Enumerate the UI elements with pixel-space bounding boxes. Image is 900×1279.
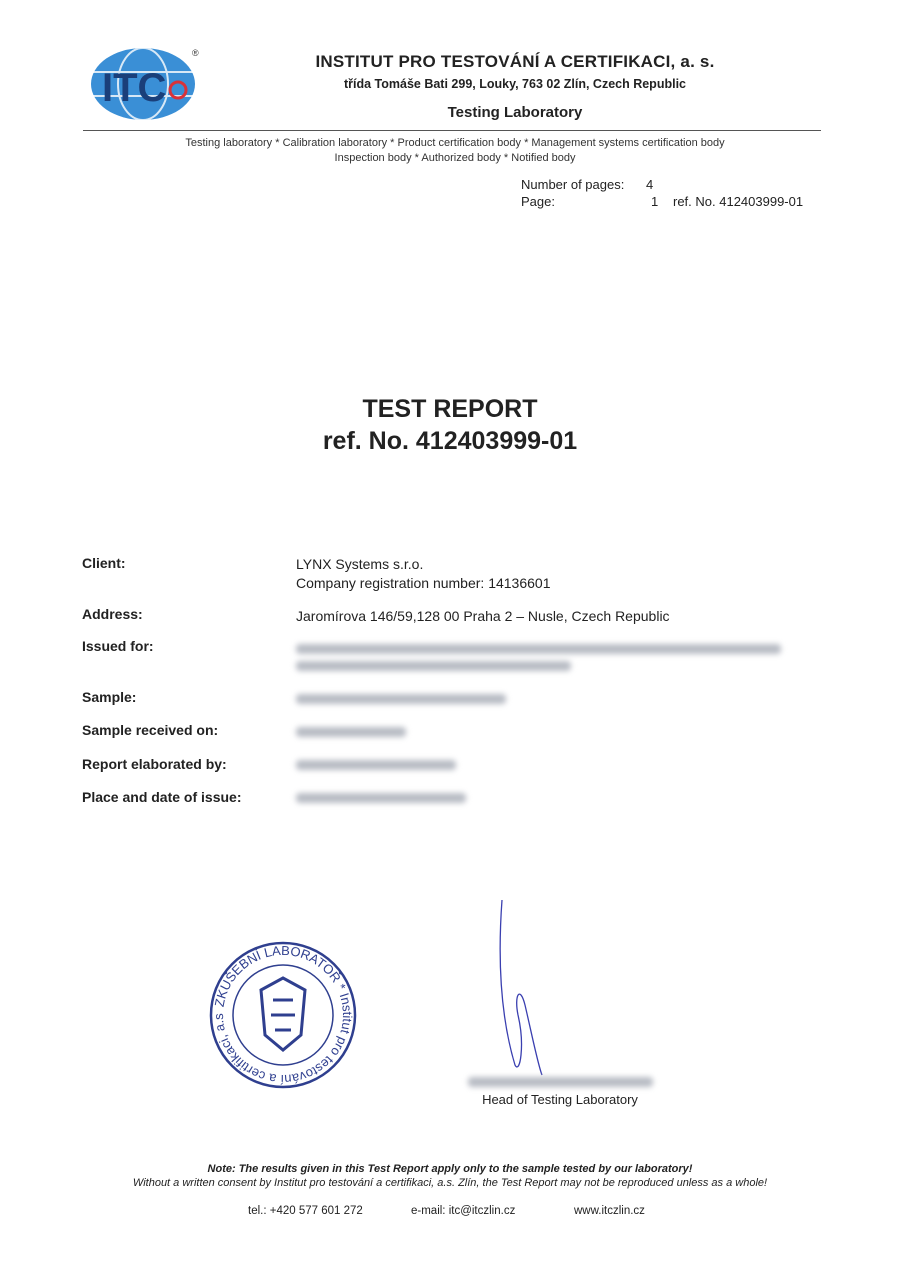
accreditation-list: [100, 136, 810, 166]
received-label: Sample received on:: [82, 722, 219, 738]
footer-note: [0, 1162, 900, 1190]
accreditation-line-1: Testing laboratory * Calibration laboratory * Product certification body * Management systems certification body: [185, 137, 725, 149]
client-name: LYNX Systems s.r.o.: [296, 556, 424, 572]
client-reg: Company registration number: 14136601: [296, 575, 551, 591]
redacted-elaborated: [296, 760, 456, 770]
laboratory-stamp: [203, 940, 363, 1090]
pages-value: 4: [646, 177, 654, 192]
page-info: [521, 176, 803, 210]
footer-email[interactable]: e-mail: itc@itczlin.cz: [411, 1205, 516, 1217]
sample-label: Sample:: [82, 689, 137, 705]
title-line-1: TEST REPORT: [362, 395, 538, 423]
itc-logo: [88, 46, 206, 122]
redacted-received: [296, 727, 406, 737]
consent-line: Without a written consent by Institut pro testování a certifikaci, a.s. Zlín, the Test Report may not be reproduced unless as a whole!: [132, 1177, 768, 1189]
elaborated-label: Report elaborated by:: [82, 756, 227, 772]
signatory-role: Head of Testing Laboratory: [482, 1092, 638, 1107]
svg-text:ZKUŠEBNÍ LABORATOŘ * Institut: ZKUŠEBNÍ LABORATOŘ * Institut pro testování a certifikaci, a.s: [210, 942, 356, 1088]
place-label: Place and date of issue:: [82, 789, 242, 805]
client-label: Client:: [82, 555, 126, 571]
header-divider: [83, 130, 821, 131]
page-label: Page:: [521, 194, 555, 209]
address-value: Jaromírova 146/59,128 00 Praha 2 – Nusle, Czech Republic: [296, 608, 670, 624]
title-line-2: ref. No. 412403999-01: [322, 427, 578, 455]
redacted-sample: [296, 694, 506, 704]
redacted-signatory-name: [468, 1077, 653, 1087]
institute-name: INSTITUT PRO TESTOVÁNÍ A CERTIFIKACI, a. s.: [315, 52, 715, 71]
client-value: [296, 555, 551, 593]
redacted-issued-for-1: [296, 644, 781, 654]
signature: [480, 895, 560, 1085]
page-ref: ref. No. 412403999-01: [673, 194, 804, 209]
accreditation-line-2: Inspection body * Authorized body * Notified body: [334, 152, 576, 164]
footer-web[interactable]: www.itczlin.cz: [574, 1205, 645, 1217]
department: Testing Laboratory: [447, 104, 583, 121]
note-line: Note: The results given in this Test Report apply only to the sample tested by our laboratory!: [207, 1163, 693, 1175]
svg-text:®: ®: [192, 48, 199, 58]
redacted-place: [296, 793, 466, 803]
footer-tel: tel.: +420 577 601 272: [248, 1205, 363, 1217]
address-label: Address:: [82, 606, 143, 622]
institute-address: třída Tomáše Bati 299, Louky, 763 02 Zlín, Czech Republic: [343, 77, 686, 91]
pages-label: Number of pages:: [521, 177, 625, 192]
issued-for-label: Issued for:: [82, 638, 154, 654]
report-title: [0, 393, 900, 457]
redacted-issued-for-2: [296, 661, 571, 671]
svg-text:ITC: ITC: [102, 66, 167, 110]
page-value: 1: [651, 194, 659, 209]
